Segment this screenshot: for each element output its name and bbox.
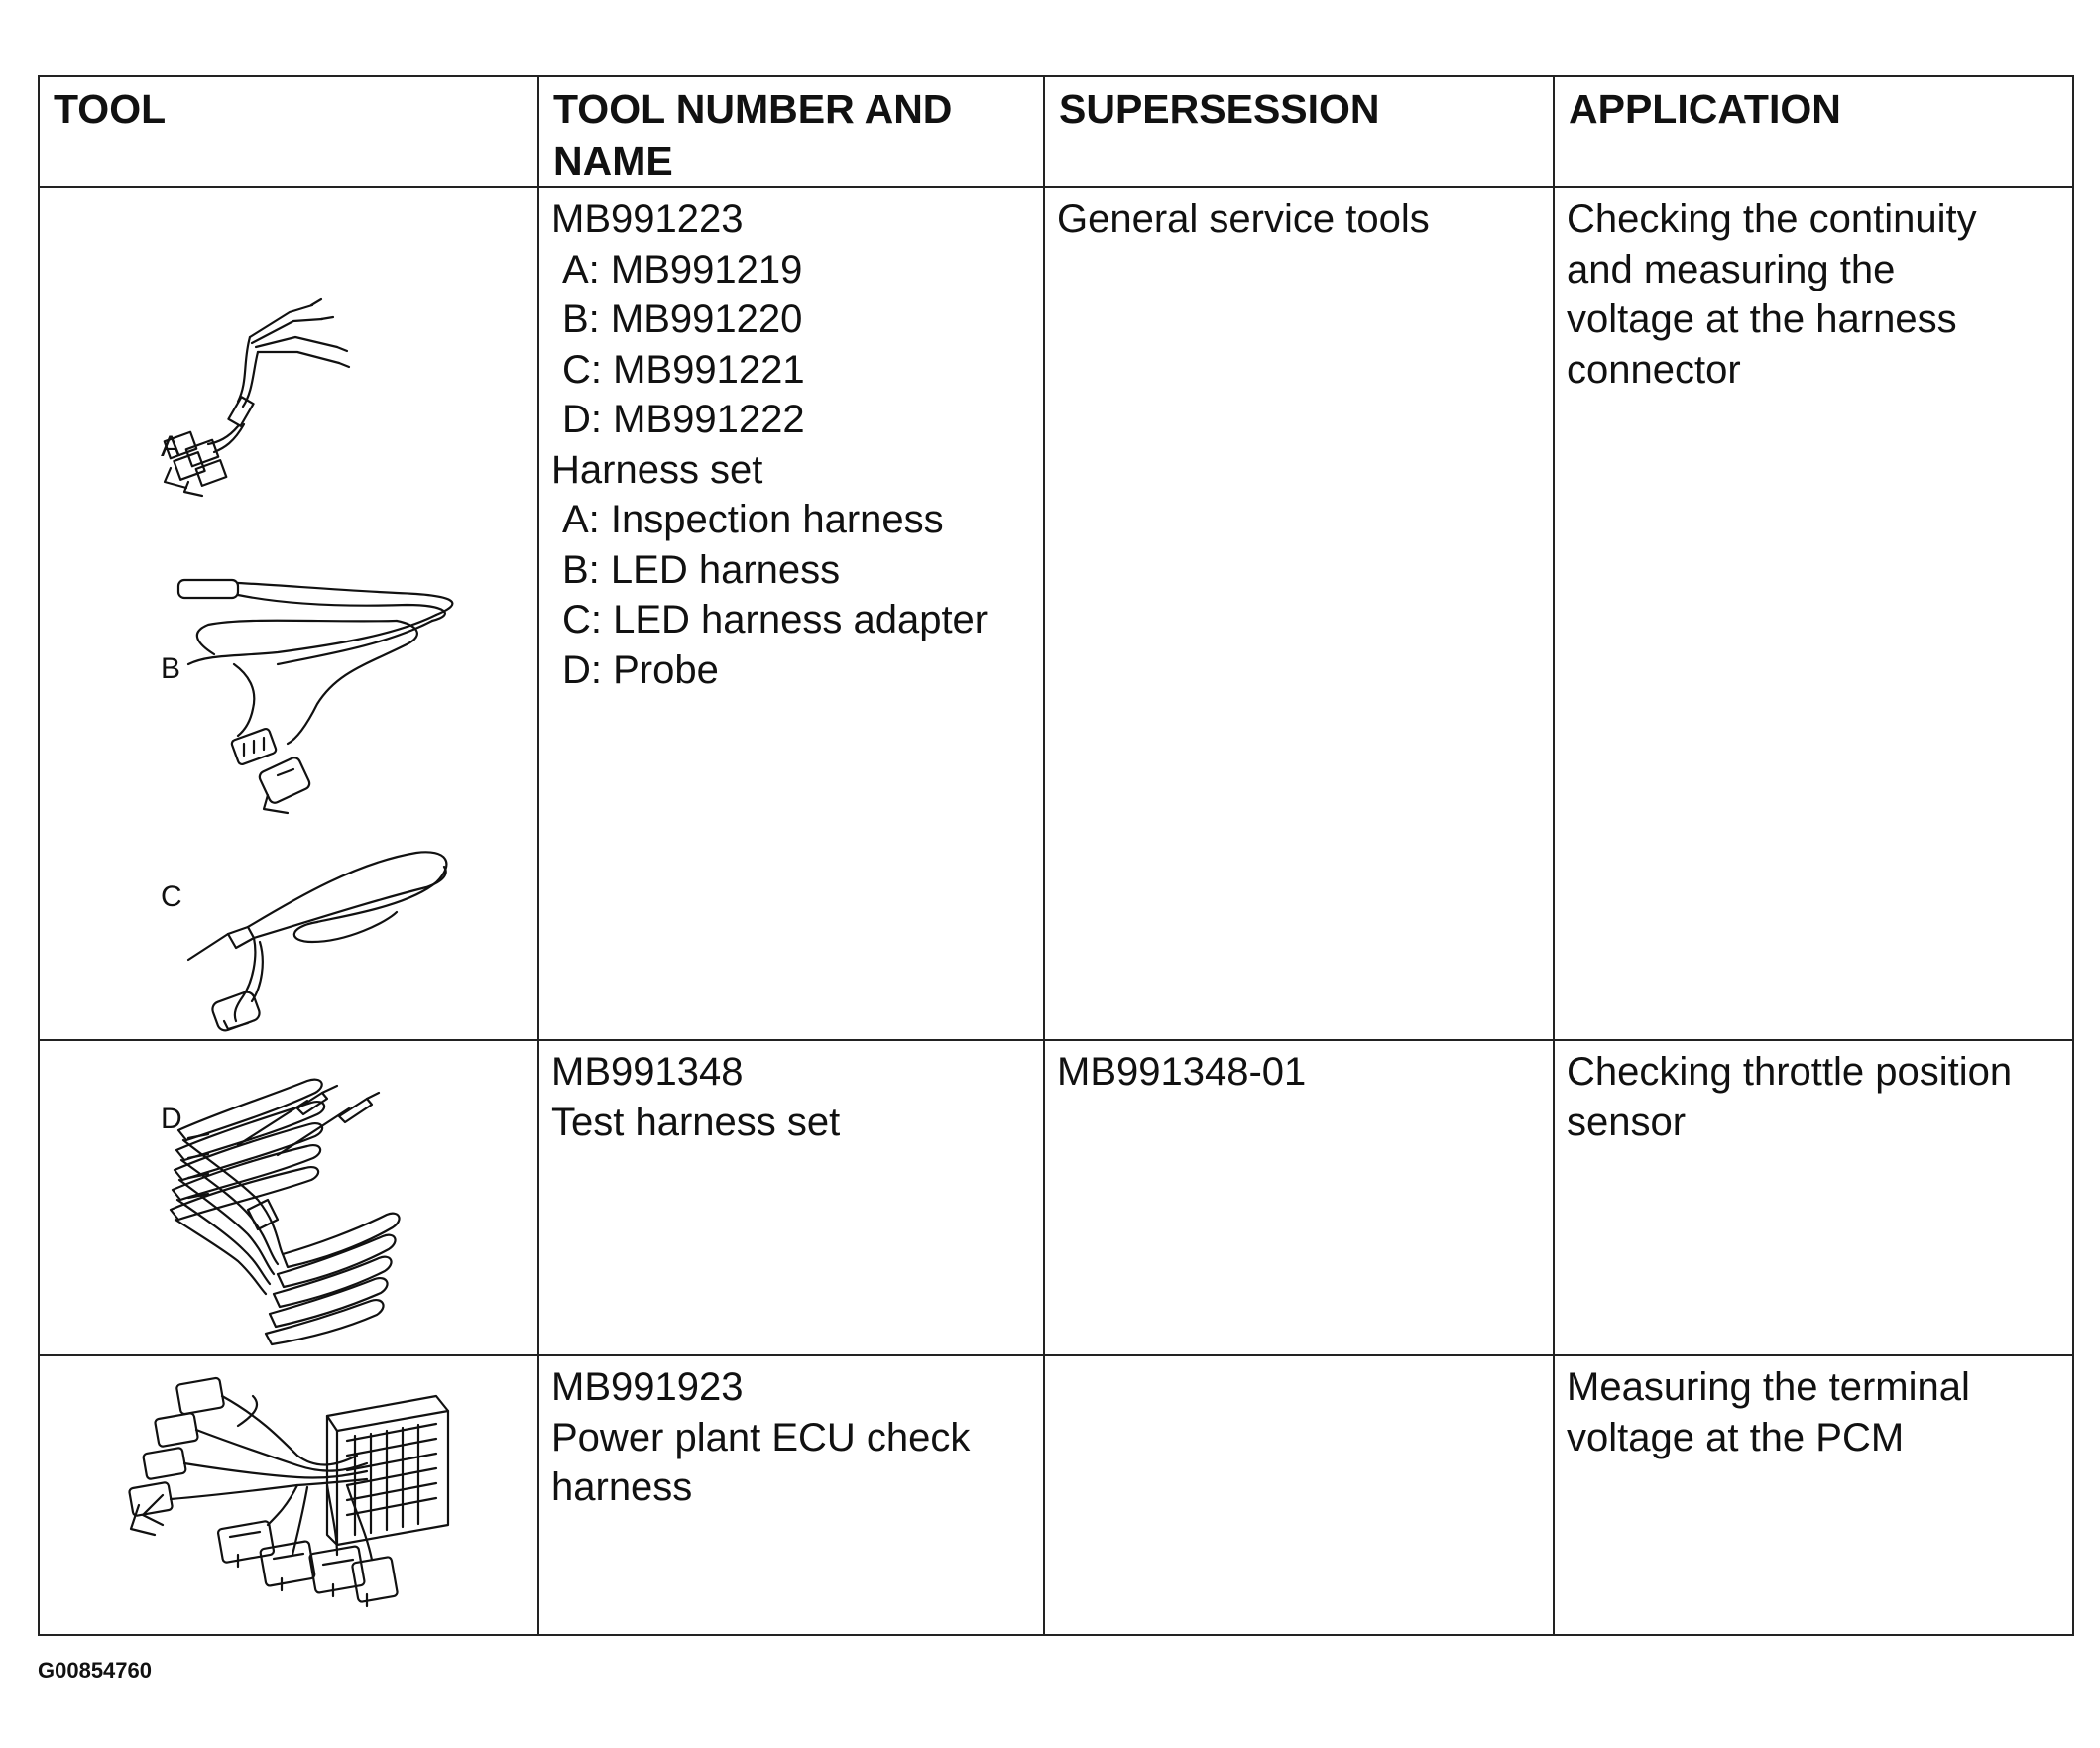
figure-label-d: D [161, 1103, 182, 1135]
application-line: and measuring the [1567, 247, 1896, 291]
figure-label-a: A [161, 430, 181, 463]
sub-name: A: Inspection harness [562, 498, 944, 541]
supersession-value: General service tools [1057, 197, 1430, 241]
ecu-check-harness-illustration-icon [40, 1356, 539, 1636]
sub-number: D: MB991222 [562, 398, 805, 441]
supersession-value: MB991348-01 [1057, 1050, 1307, 1094]
application-line: Checking throttle position [1567, 1050, 2013, 1094]
sub-number: A: MB991219 [562, 247, 803, 291]
tool-number: MB991223 [551, 197, 744, 241]
sub-number: B: MB991220 [562, 297, 803, 341]
table-row [39, 187, 2073, 1040]
tool-number-cell [538, 187, 1044, 1040]
application-line: voltage at the PCM [1567, 1415, 1905, 1459]
tool-name: Test harness set [551, 1100, 841, 1144]
supersession-cell [1044, 1040, 1554, 1355]
header-row [39, 76, 2073, 187]
sub-name: C: LED harness adapter [562, 598, 989, 641]
tool-number: MB991348 [551, 1050, 744, 1094]
table-row [39, 1355, 2073, 1635]
tool-illustration-cell [39, 1355, 538, 1635]
application-cell [1554, 187, 2073, 1040]
table-row [39, 1040, 2073, 1355]
tool-name-line: Power plant ECU check [551, 1415, 971, 1459]
tool-name-line: harness [551, 1465, 693, 1509]
application-line: sensor [1567, 1100, 1687, 1144]
inspection-harness-drawing [165, 299, 349, 496]
supersession-cell [1044, 187, 1554, 1040]
figure-id: G00854760 [38, 1658, 152, 1683]
supersession-cell [1044, 1355, 1554, 1635]
application-cell [1554, 1040, 2073, 1355]
application-line: Checking the continuity [1567, 197, 1977, 241]
header-tool-number-line1: TOOL NUMBER AND [553, 86, 953, 132]
test-harness-illustration-icon [40, 1041, 539, 1356]
header-tool-number [538, 76, 1044, 187]
ecu-check-harness-drawing [129, 1377, 448, 1606]
application-line: connector [1567, 347, 1741, 392]
header-tool-number-line2: NAME [553, 138, 673, 183]
sub-name: B: LED harness [562, 547, 841, 592]
header-application: APPLICATION [1554, 76, 2073, 187]
figure-label-c: C [161, 880, 182, 913]
sub-name: D: Probe [562, 647, 719, 692]
header-tool: TOOL [39, 76, 538, 187]
tool-number-cell [538, 1040, 1044, 1355]
harness-set-illustration-icon [40, 188, 539, 1135]
application-cell [1554, 1355, 2073, 1635]
tool-table [38, 75, 2074, 1636]
application-line: Measuring the terminal [1567, 1365, 1970, 1409]
test-harness-drawing [171, 1080, 400, 1344]
led-harness-drawing [178, 580, 452, 813]
tool-number: MB991923 [551, 1365, 744, 1409]
tool-name: Harness set [551, 447, 763, 492]
sub-number: C: MB991221 [562, 347, 805, 392]
led-harness-adapter-drawing [188, 852, 446, 1032]
tool-illustration-cell [39, 187, 538, 1135]
application-line: voltage at the harness [1567, 297, 1957, 341]
figure-label-b: B [161, 652, 181, 685]
header-supersession: SUPERSESSION [1044, 76, 1554, 187]
tool-number-cell [538, 1355, 1044, 1635]
tool-illustration-cell [39, 1040, 538, 1355]
